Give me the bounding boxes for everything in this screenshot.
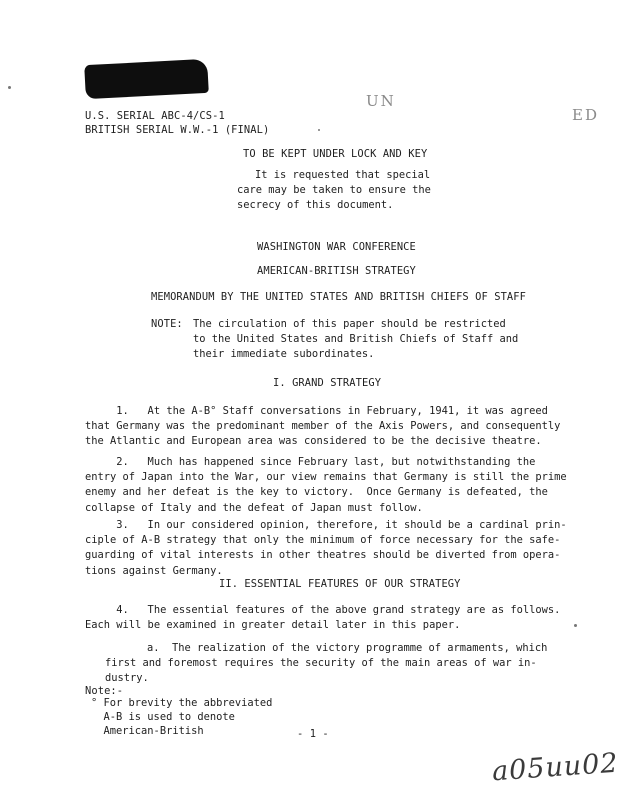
footnote-label: Note:-: [85, 685, 124, 697]
paragraph-2: [85, 455, 567, 516]
paragraph-line: enemy and her defeat is the key to victory. Once Germany is defeated, the: [85, 486, 548, 499]
section-heading-grand-strategy: I. GRAND STRATEGY: [273, 377, 382, 389]
paragraph-line: guarding of vital interests in other theatres should be diverted from opera-: [85, 549, 561, 562]
security-note-line: care may be taken to ensure the: [237, 184, 431, 197]
paragraph-line: collapse of Italy and the defeat of Japan must follow.: [85, 501, 423, 514]
paragraph-line: 1. At the A-B° Staff conversations in February, 1941, it was agreed: [85, 405, 548, 417]
circulation-note-label: NOTE:: [151, 318, 183, 330]
memorandum-title: MEMORANDUM BY THE UNITED STATES AND BRITISH CHIEFS OF STAFF: [151, 291, 526, 303]
paragraph-4: [85, 603, 560, 633]
paragraph-1: [85, 404, 560, 450]
footnote-line: ° For brevity the abbreviated: [91, 697, 273, 709]
paragraph-line: that Germany was the predominant member of the Axis Powers, and consequently: [85, 420, 561, 433]
british-serial: BRITISH SERIAL W.W.-1 (FINAL): [85, 124, 270, 136]
security-heading: TO BE KEPT UNDER LOCK AND KEY: [243, 148, 428, 160]
security-note-line: It is requested that special: [255, 169, 431, 181]
footnote-line: American-British: [91, 725, 204, 738]
paragraph-3: [85, 518, 567, 579]
circulation-note-line: their immediate subordinates.: [193, 348, 375, 361]
conference-title: WASHINGTON WAR CONFERENCE: [257, 241, 416, 253]
paragraph-line: the Atlantic and European area was considered to be the decisive theatre.: [85, 435, 542, 448]
circulation-note-line: The circulation of this paper should be restricted: [193, 318, 506, 330]
handwritten-archive-code: a05uu02: [491, 747, 620, 788]
footnote-text: [91, 696, 272, 739]
redaction-bar: [84, 59, 209, 99]
paragraph-line: ciple of A-B strategy that only the minimum of force necessary for the safe-: [85, 534, 561, 547]
paragraph-line: 2. Much has happened since February last, but notwithstanding the: [85, 456, 536, 468]
paragraph-line: tions against Germany.: [85, 564, 223, 577]
security-note-line: secrecy of this document.: [237, 199, 394, 212]
circulation-note-text: [193, 317, 518, 363]
strategy-title: AMERICAN-BRITISH STRATEGY: [257, 265, 416, 277]
section-heading-essential-features: II. ESSENTIAL FEATURES OF OUR STRATEGY: [219, 578, 461, 590]
item-a-line: first and foremost requires the security of the main areas of war in-: [105, 657, 537, 670]
page-number: - 1 -: [297, 728, 329, 740]
us-serial: U.S. SERIAL ABC-4/CS-1: [85, 110, 225, 122]
paragraph-line: 3. In our considered opinion, therefore, it should be a cardinal prin-: [85, 519, 567, 531]
circulation-note-line: to the United States and British Chiefs of Staff and: [193, 333, 519, 346]
item-a-line: dustry.: [105, 672, 149, 685]
security-note: [237, 168, 431, 214]
item-a: [105, 641, 547, 687]
footnote-line: A-B is used to denote: [91, 711, 235, 724]
scan-speck: [574, 624, 577, 627]
item-a-line: a. The realization of the victory programme of armaments, which: [147, 642, 548, 654]
paragraph-line: Each will be examined in greater detail later in this paper.: [85, 619, 461, 632]
paragraph-line: entry of Japan into the War, our view remains that Germany is still the prime: [85, 471, 567, 484]
paragraph-line: 4. The essential features of the above grand strategy are as follows.: [85, 604, 561, 616]
scan-speck: [8, 86, 11, 89]
classification-stamp-left: UN: [366, 92, 396, 110]
classification-stamp-right: ED: [572, 106, 599, 124]
scan-speck: [318, 129, 320, 131]
